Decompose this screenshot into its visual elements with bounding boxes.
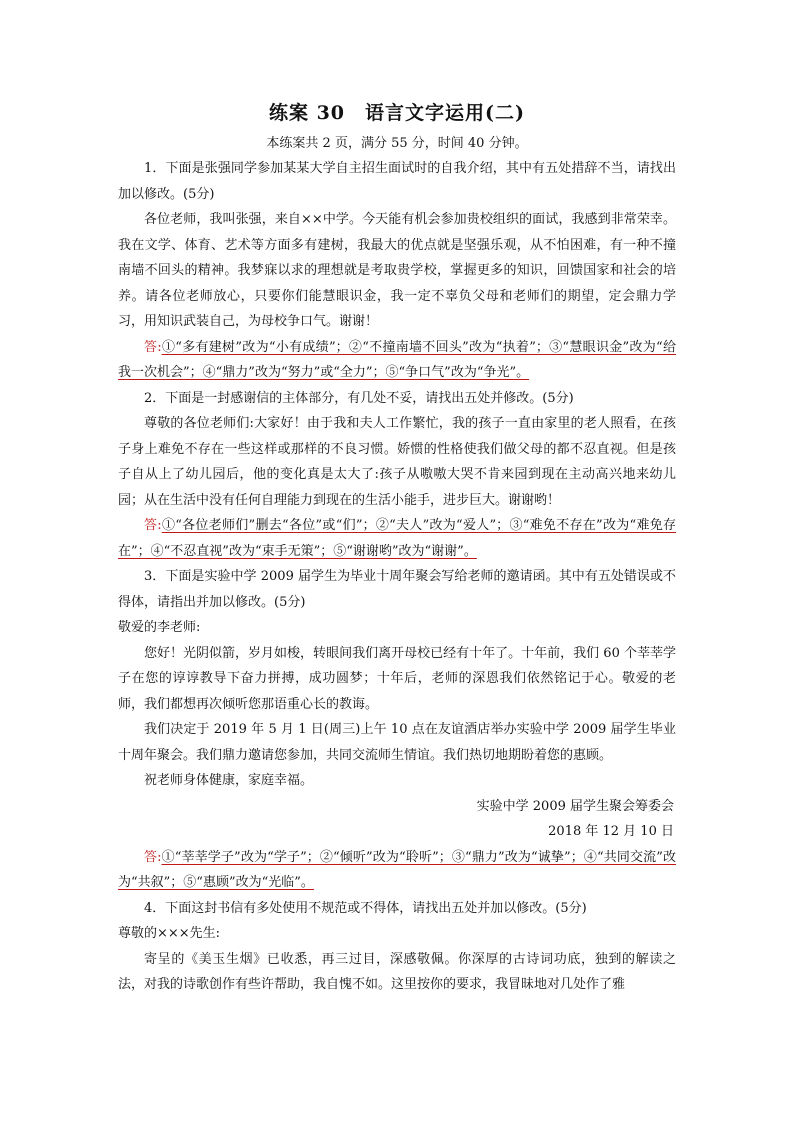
question-3-prompt: 3．下面是实验中学 2009 届学生为毕业十周年聚会写给老师的邀请函。其中有五处错误或不得体，请指出并加以修改。(5分) [118, 569, 676, 610]
page-info: 本练案共 2 页，满分 55 分，时间 40 分钟。 [266, 136, 528, 151]
question-4-paragraph-1: 寄呈的《美玉生烟》已收悉，再三过目，深感敬佩。你深厚的古诗词功底，独到的解读之法，对我的诗歌创作有些许帮助，我自愧不如。这里按你的要求，我冒昧地对几处作了雅 [118, 951, 676, 992]
question-4-salutation: 尊敬的×××先生: [118, 926, 221, 941]
answer-label: 答: [144, 849, 162, 865]
question-2-prompt: 2．下面是一封感谢信的主体部分，有几处不妥，请找出五处并修改。(5分) [144, 390, 574, 406]
question-3-paragraph-3: 祝老师身体健康，家庭幸福。 [144, 773, 314, 788]
question-1-answer [118, 335, 676, 386]
question-3-paragraph-2: 我们决定于 2019 年 5 月 1 日(周三)上午 10 点在友谊酒店举办实验中学 2009 届学生毕业十周年聚会。我们鼎力邀请您参加，共同交流师生情谊。我们热切地期盼着您的惠顾。 [118, 722, 676, 763]
question-2-answer [118, 513, 676, 564]
page-title: 练案 30 语言文字运用(二) [268, 102, 526, 124]
question-3-salutation: 敬爱的李老师: [118, 620, 201, 635]
answer-text: ①“多有建树”改为“小有成绩”；②“不撞南墙不回头”改为“执着”；③“慧眼识金”改为“给我一次机会”；④“鼎力”改为“努力”或“全力”；⑤“争口气”改为“争光”。 [118, 339, 676, 380]
question-2-passage: 尊敬的各位老师们:大家好！由于我和夫人工作繁忙，我的孩子一直由家里的老人照看，在孩子身上难免不存在一些这样或那样的不良习惯。娇惯的性格使我们做父母的都不忍直视。但是孩子自从上了幼儿园后，他的变化真是太大了:孩子从嗷嗷大哭不肯来园到现在主动高兴地来幼儿园；从在生活中没有任何自理能力到现在的生活小能手，进步巨大。谢谢哟！ [118, 416, 676, 508]
answer-label: 答: [144, 518, 162, 533]
answer-label: 答: [144, 339, 162, 355]
question-4-prompt: 4．下面这封书信有多处使用不规范或不得体，请找出五处并加以修改。(5分) [144, 900, 587, 916]
question-3-paragraph-1: 您好！光阴似箭，岁月如梭，转眼间我们离开母校已经有十年了。十年前，我们 60 个莘莘学子在您的谆谆教导下奋力拼搏，成功圆梦；十年后，老师的深恩我们依然铭记于心。敬爱的老师，我们都想再次倾听您那语重心长的教诲。 [118, 645, 676, 712]
answer-text: ①“各位老师们”删去“各位”或“们”；②“夫人”改为“爱人”；③“难免不存在”改为“难免存在”；④“不忍直视”改为“束手无策”；⑤“谢谢哟”改为“谢谢”。 [118, 518, 676, 559]
question-1-passage: 各位老师，我叫张强，来自××中学。今天能有机会参加贵校组织的面试，我感到非常荣幸。我在文学、体育、艺术等方面多有建树，我最大的优点就是坚强乐观，从不怕困难，有一种不撞南墙不回头的精神。我梦寐以求的理想就是考取贵学校，掌握更多的知识，回馈国家和社会的培养。请各位老师放心，只要你们能慧眼识金，我一定不辜负父母和老师们的期望，定会鼎力学习，用知识武装自己，为母校争口气。谢谢！ [118, 212, 676, 329]
answer-text: ①“莘莘学子”改为“学子”；②“倾听”改为“聆听”；③“鼎力”改为“诚挚”；④“共同交流”改为“共叙”；⑤“惠顾”改为“光临”。 [118, 849, 676, 890]
question-3-signature: 实验中学 2009 届学生聚会筹委会 [476, 798, 674, 814]
document-body [118, 156, 676, 998]
question-3-answer [118, 845, 676, 896]
question-1-prompt: 1．下面是张强同学参加某某大学自主招生面试时的自我介绍，其中有五处措辞不当，请找出加以修改。(5分) [118, 161, 676, 202]
question-3-date: 2018 年 12 月 10 日 [548, 824, 674, 839]
